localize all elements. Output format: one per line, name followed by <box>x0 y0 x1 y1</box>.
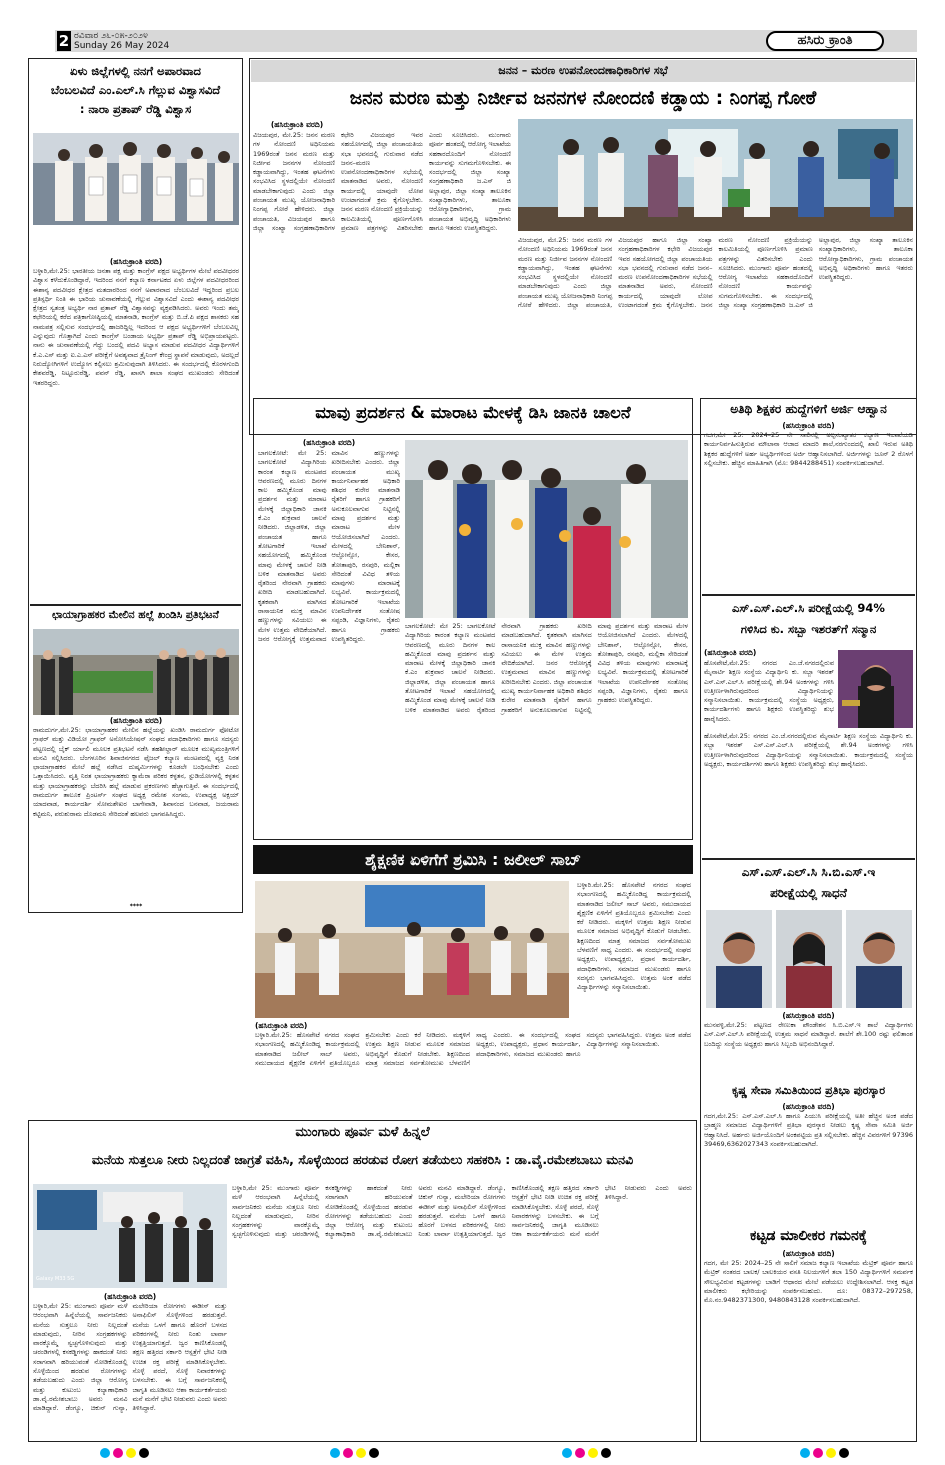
issue-date <box>74 31 169 51</box>
photo-meeting-officials-image <box>518 119 913 231</box>
registration-dot <box>562 1448 572 1458</box>
registration-dot <box>575 1448 585 1458</box>
photo-meeting-officials <box>518 119 913 231</box>
registration-dot <box>588 1448 598 1458</box>
headline-line: ಗಳಿಸಿದ ಕು. ಸಬ್ಬಾ ಇಶರತ್‌ಗೆ ಸನ್ಮಾನ <box>740 622 877 636</box>
article-cbse-headline <box>702 862 915 904</box>
article-sslc-94-credit: (ಹಸಿರುಕ್ರಾಂತಿ ವರದಿ) <box>704 648 757 657</box>
article-mlc-credit: (ಹಸಿರುಕ್ರಾಂತಿ ವರದಿ) <box>109 257 163 266</box>
headline-line: ಎಸ್.ಎಸ್.ಎಲ್.ಸಿ ಸಿ.ಬಿ.ಎಸ್.ಇ <box>741 865 876 879</box>
photo-press-meet <box>33 133 239 225</box>
article-mlc-body: ಬಳ್ಳಾರಿ,ಮೇ.25: ಭಾರತೀಯ ಜನತಾ ಪಕ್ಷ ಮತ್ತು ಕಾಂಗ್ರೆಸ್ ಪಕ್ಷದ ಅಭ್ಯರ್ಥಿಗಳ ಮೇಲೆ ಪದವೀಧರರ ವಿಶ್ವಾಸ ಕಳೆದುಕೊಂಡಿದ್ದಾರೆ, ಇದರಿಂದ ನನಗೆ ಕಲ್ಯಾಣ ಕರ್ನಾಟಕದ ಏಳು ಜಿಲ್ಲೆಗಳ ಪದವೀಧರರಿಂದ ಈಶಾನ್ಯ ಪದವೀಧರ ಕ್ಷೇತ್ರದ ಮತದಾರರಿಂದ ನನಗೆ ಅಪಾರವಾದ ಬೆಂಬಲವಿದೆ ಇದ್ದರಿಂದ ಪ್ರಬಲ ಪ್ರತಿಸ್ಪರ್ಧಿ ನಿಂತಿ ಈ ಭಾರಿಯ ಚುನಾವಣೆಯಲ್ಲಿ ಗೆಲ್ಲುವ ವಿಶ್ವಾಸವಿದೆ ಎಂದು ಈಶಾನ್ಯ ಪದವೀಧರ ಕ್ಷೇತ್ರದ ಸ್ವತಂತ್ರ ಅಭ್ಯರ್ಥಿ ನಾರ ಪ್ರತಾಪ್ ರೆಡ್ಡಿ ವಿಶ್ವಾಸವನ್ನು ವ್ಯಕ್ತಪಡಿಸಿದರು. ಅವರು ಇಂದು ತಮ್ಮ ಕಛೇರಿಯಲ್ಲಿ ಕರೆದ ಪತ್ರಿಕಾಗೋಷ್ಠಿಯಲ್ಲಿ ಮಾತನಾಡಿ, ಕಾಂಗ್ರೆಸ್ ಮತ್ತು ಬಿ.ಜೆ.ಪಿ ಪಕ್ಷದ ಶಾಸಕರು ಸಹ ನಾಮಪತ್ರ ಸಲ್ಲಿಸುವ ಸಂದರ್ಭದಲ್ಲಿ ಹಾಜರಿದ್ದಿಲ್ಲ ಇದರಿಂದ ಆ ಪಕ್ಷದ ಅಭ್ಯರ್ಥಿಗಳಿಗೆ ಬೆಂಬಲವಿಲ್ಲ ಎನ್ನುವುದು ಗೊತ್ತಾಗಿದೆ ಎಂದು ಕಾಂಗ್ರೆಸ್ ಬಂಡಾಯ ಅಭ್ಯರ್ಥಿ ಪ್ರತಾಪ್ ರೆಡ್ಡಿ ಅಭಿಪ್ರಾಯಪಟ್ಟರು. ನಾನು ಈ ಚುನಾವಣೆಯಲ್ಲಿ ಗೆದ್ದು ಬಂದಲ್ಲಿ ಪದವಿ ಅಭ್ಯಾಸ ಮಾಡುವ ಪದವೀಧರ ವಿದ್ಯಾರ್ಥಿಗಳಿಗೆ ಕೆ.ಎ.ಎಸ್ ಮತ್ತು ಐ.ಎ.ಎಸ್ ಪರೀಕ್ಷೆಗೆ ಅವಶ್ಯವಾದ ತ್ರೈನಿಂಗ್ ಕೇಂದ್ರ ಸ್ಥಾಪನೆ ಮಾಡುವುದು, ಅದಲ್ಲದೆ ನಿರುದ್ಯೋಗಿಗಳಿಗೆ ಉದ್ಯೋಗ ಕಲ್ಪಿಸಲು ಶ್ರಮಿಸುವುದಾಗಿ ತಿಳಿಸಿದರು. ಈ ಸಂದರ್ಭದಲ್ಲಿ ಕೊರಳಗುಂದಿ ಕೇಶವರೆಡ್ಡಿ, ನಿಟ್ಟೂರುರೆಡ್ಡಿ, ಪವನ್ ರೆಡ್ಡಿ, ಖಾಸಗಿ ಶಾಲಾ ಸಂಘದ ಮುಖಂಡರು ಸೇರಿದಂತೆ ಇತರರಿದ್ದರು. <box>33 267 239 387</box>
article-health-kicker: ಮುಂಗಾರು ಪೂರ್ವ ಮಳೆ ಹಿನ್ನಲೆ <box>295 1125 430 1140</box>
article-health-credit: (ಹಸಿರುಕ್ರಾಂತಿ ವರದಿ) <box>103 1292 157 1301</box>
registration-dot <box>330 1448 340 1458</box>
article-cbse-credit: (ಹಸಿರುಕ್ರಾಂತಿ ವರದಿ) <box>782 1011 835 1020</box>
registration-dot <box>100 1448 110 1458</box>
article-birth-death-body: ವಿಜಯಪುರ, ಮೇ.25: ಜನನ ಮರಣ ಗಳ ನೋಂದಣಿ ಅಧಿನಿಯಮ 1969ರಂತೆ ಜನನ ಮರಣ ಮತ್ತು ನಿರ್ಜೀವ ಜನನಗಳ ನೋಂದಣಿ ಕಡ್ಡಾಯವಾಗಿದ್ದು, ಇಂತಹ ಘಟನೆಗಳು ಸಂಭವಿಸಿದ ಸ್ಥಳದಲ್ಲಿಯೇ ನೋಂದಣಿ ಮಾಡಬೇಕಾಗುವುದು ಎಂದು ಜಿಲ್ಲಾ ಪಂಚಾಯತ ಮುಖ್ಯ ಯೋಜನಾಧಿಕಾರಿ ನಿಂಗಪ್ಪ ಗೋಠೆ ಹೇಳಿದರು. ಜಿಲ್ಲಾ ಪಂಚಾಯತಿ, ವಿಜಯಪುರ ಹಾಗೂ ಜಿಲ್ಲಾ ಸಂಖ್ಯಾ ಸಂಗ್ರಹಣಾಧಿಕಾರಿಗಳ ಕಛೇರಿ ವಿಜಯಪುರ ಇವರ ಸಹಯೋಗದಲ್ಲಿ ಜಿಲ್ಲಾ ಪಂಚಾಯತಿಯ ಸಭಾ ಭವನದಲ್ಲಿ ಗುರುವಾರ ನಡೆದ ಜನನ–ಮರಣ ಉಪನೋಂದಣಾಧಿಕಾರಿಗಳ ಸಭೆಯಲ್ಲಿ ಮಾತನಾಡಿದ ಅವರು, ನೋಂದಣಿ ಕಾರ್ಯದಲ್ಲಿ ಯಾವುದೇ ಲೋಪ ಉಂಟಾಗದಂತೆ ಕ್ರಮ ಕೈಗೊಳ್ಳಬೇಕು. ಜನನ ಮರಣ ನೋಂದಣಿ ಪ್ರಕ್ರಿಯೆಯನ್ನು ಕಾಲಮಿತಿಯಲ್ಲಿ ಪೂರ್ಣಗೊಳಿಸಿ ಪ್ರಮಾಣ ಪತ್ರಗಳನ್ನು ವಿತರಿಸಬೇಕು ಎಂದು ಸೂಚಿಸಿದರು. ಮುಂಗಾರು ಪೂರ್ವ ಹಂತದಲ್ಲಿ ಆರೋಗ್ಯ ಇಲಾಖೆಯ ಸಹಕಾರದೊಂದಿಗೆ ನೋಂದಣಿ ಕಾರ್ಯವನ್ನು ಸುಗಮಗೊಳಿಸಬೇಕು. ಈ ಸಂದರ್ಭದಲ್ಲಿ ಜಿಲ್ಲಾ ಸಂಖ್ಯಾ ಸಂಗ್ರಹಣಾಧಿಕಾರಿ ಜ.ಎಸ್ ಜಿ ಅಲ್ಲಾಪುರ, ಜಿಲ್ಲಾ ಸಂಖ್ಯಾ ತಾಲೂಕಿನ ಸಂಖ್ಯಾಧಿಕಾರಿಗಳು, ತಾಲೂಕಾ ಆರೋಗ್ಯಾಧಿಕಾರಿಗಳು, ಗ್ರಾಮ ಪಂಚಾಯತ ಅಭಿವೃದ್ಧಿ ಅಧಿಕಾರಿಗಳು ಹಾಗೂ ಇತರರು ಉಪಸ್ಥಿತರಿದ್ದರು. <box>518 236 913 310</box>
article-krishna-credit: (ಹಸಿರುಕ್ರಾಂತಿ ವರದಿ) <box>782 1102 835 1111</box>
registration-marks-right <box>800 1448 849 1458</box>
registration-dot <box>601 1448 611 1458</box>
photo-press-meet-image <box>33 133 239 225</box>
registration-marks-center-left <box>330 1448 379 1458</box>
article-education-credit: (ಹಸಿರುಕ್ರಾಂತಿ ವರದಿ) <box>255 1021 308 1030</box>
divider <box>30 604 241 606</box>
article-health-headline: ಮನೆಯ ಸುತ್ತಲೂ ನೀರು ನಿಲ್ಲದಂತೆ ಜಾಗ್ರತೆ ವಹಿಸಿ, ಸೊಳ್ಳೆಯಿಂದ ಹರಡುವ ರೋಗ ತಡೆಯಲು ಸಹಕರಿಸಿ : ಡಾ.ವೈ.ರಮೇಶಬಾಬು ಮನವಿ <box>91 1152 634 1167</box>
headline-line: ಏಳು ಜಿಲ್ಲೆಗಳಲ್ಲಿ ನನಗೆ ಅಪಾರವಾದ <box>70 64 201 78</box>
registration-dot <box>826 1448 836 1458</box>
article-guest-teacher-credit: (ಹಸಿರುಕ್ರಾಂತಿ ವರದಿ) <box>782 421 835 430</box>
article-education-body: ಬಳ್ಳಾರಿ.ಮೇ.25: ಹೊಸಪೇಟೆ ನಗರದ ಸಂಘದ ಸಭಾಂಗಣದಲ್ಲಿ ಹಮ್ಮಿಕೊಂಡಿದ್ದ ಕಾರ್ಯಕ್ರಮದಲ್ಲಿ ಮಾತನಾಡಿದ ಜಲೀಲ್ ಸಾಬ್ ಅವರು, ಸಮುದಾಯದ ಶೈಕ್ಷಣಿಕ ಏಳಿಗೆಗೆ ಪ್ರತಿಯೊಬ್ಬರೂ ಶ್ರಮಿಸಬೇಕು ಎಂದು ಕರೆ ನೀಡಿದರು. ಮಕ್ಕಳಿಗೆ ಉತ್ತಮ ಶಿಕ್ಷಣ ನೀಡುವ ಮೂಲಕ ಸಮಾಜದ ಅಭಿವೃದ್ಧಿಗೆ ಕೊಡುಗೆ ನೀಡಬೇಕು. ಶಿಕ್ಷಣದಿಂದ ಮಾತ್ರ ಸಮಾಜದ ಸರ್ವತೋಮುಖ ಬೆಳವಣಿಗೆ ಸಾಧ್ಯ ಎಂದರು. ಈ ಸಂದರ್ಭದಲ್ಲಿ ಸಂಘದ ಅಧ್ಯಕ್ಷರು, ಉಪಾಧ್ಯಕ್ಷರು, ಪ್ರಧಾನ ಕಾರ್ಯದರ್ಶಿ, ಪದಾಧಿಕಾರಿಗಳು, ಸಮಾಜದ ಮುಖಂಡರು ಹಾಗೂ ಸದಸ್ಯರು ಭಾಗವಹಿಸಿದ್ದರು. ಉತ್ತಮ ಅಂಕ ಪಡೆದ ವಿದ್ಯಾರ್ಥಿಗಳನ್ನು ಸನ್ಮಾನಿಸಲಾಯಿತು. <box>255 1031 691 1067</box>
article-health-body-left: ಬಳ್ಳಾರಿ,ಮೇ 25: ಮುಂಗಾರು ಪೂರ್ವ ಮಳೆ ಆರಂಭವಾಗಿ ಹಿನ್ನೆಲೆಯಲ್ಲಿ ಸಾರ್ವಜನಿಕರು ಮನೆಯ ಸುತ್ತಲೂ ನೀರು ನಿಲ್ಲದಂತೆ ಮಾಡುವುದು, ನೀರಿನ ಸಂಗ್ರಹಕಗಳನ್ನು ವಾರಕ್ಕೊಮ್ಮೆ ಸ್ವಚ್ಛಗೊಳಿಸುವುದು ಮತ್ತು ಚರಂಡಿಗಳಲ್ಲಿ ಕಸಕಡ್ಡಿಗಳನ್ನು ಹಾಕದಂತೆ ನೀರು ಸರಾಗವಾಗಿ ಹರಿಯುವಂತೆ ನೋಡಿಕೊಂಡಲ್ಲಿ ಸೊಳ್ಳೆಯಿಂದ ಹರಡುವ ರೋಗಗಳನ್ನು ತಡೆಯಬಹುದು ಎಂದು ಜಿಲ್ಲಾ ಆರೋಗ್ಯ ಮತ್ತು ಕುಟುಂಬ ಕಲ್ಯಾಣಾಧಿಕಾರಿ ಡಾ.ವೈ.ರಮೇಶಬಾಬು ಅವರು ಮನವಿ ಮಾಡಿದ್ದಾರೆ. ಡೆಂಗ್ಯೂ, ಚಿಕುನ್ ಗುನ್ಯಾ, ಮಲೇರಿಯಾ ರೋಗಗಳು ಈಡೀಸ್ ಮತ್ತು ಅನಾಫಿಲಿಸ್ ಸೊಳ್ಳೆಗಳಿಂದ ಹರಡುತ್ತವೆ. ಮನೆಯ ಒಳಗೆ ಹಾಗೂ ಹೊರಗೆ ಬಳಸದ ಪರಿಕರಗಳಲ್ಲಿ ನೀರು ನಿಂತು ಲಾರ್ವಾ ಉತ್ಪತ್ತಿಯಾಗುತ್ತದೆ. ಜ್ವರ ಕಾಣಿಸಿಕೊಂಡಲ್ಲಿ ತಕ್ಷಣ ಹತ್ತಿರದ ಸರ್ಕಾರಿ ಆಸ್ಪತ್ರೆಗೆ ಭೇಟಿ ನೀಡಿ ಉಚಿತ ರಕ್ತ ಪರೀಕ್ಷೆ ಮಾಡಿಸಿಕೊಳ್ಳಬೇಕು. ಸೊಳ್ಳೆ ಪರದೆ, ಸೊಳ್ಳೆ ನಿವಾರಕಗಳನ್ನು ಬಳಸಬೇಕು. ಈ ಬಗ್ಗೆ ಸಾರ್ವಜನಿಕರಲ್ಲಿ ಜಾಗೃತಿ ಮೂಡಿಸಲು ಆಶಾ ಕಾರ್ಯಕರ್ತೆಯರು ಮನೆ ಮನೆಗೆ ಭೇಟಿ ನೀಡುವರು ಎಂದು ಅವರು ತಿಳಿಸಿದ್ದಾರೆ. <box>33 1302 227 1413</box>
article-mango-credit: (ಹಸಿರುಕ್ರಾಂತಿ ವರದಿ) <box>302 438 356 447</box>
article-building-owners-headline: ಕಟ್ಟಡ ಮಾಲೀಕರ ಗಮನಕ್ಕೆ <box>750 1228 867 1244</box>
article-krishna-headline: ಕೃಷ್ಣ ಸೇವಾ ಸಮಿತಿಯಿಂದ ಪ್ರತಿಭಾ ಪುರಸ್ಕಾರ <box>731 1084 886 1097</box>
registration-dot <box>139 1448 149 1458</box>
article-end-mark: **** <box>129 903 143 910</box>
article-sslc-94-headline <box>702 598 915 640</box>
issue-date-english: Sunday 26 May 2024 <box>74 41 170 51</box>
page-number: 2 <box>58 32 70 50</box>
photo-student-girl <box>838 650 913 728</box>
divider <box>702 594 915 596</box>
article-birth-death-headline: ಜನನ ಮರಣ ಮತ್ತು ನಿರ್ಜೀವ ಜನನಗಳ ನೋಂದಣಿ ಕಡ್ಡಾಯ : ನಿಂಗಪ್ಪ ಗೋಠೆ <box>349 88 817 109</box>
registration-dot <box>356 1448 366 1458</box>
article-mlc-headline <box>31 62 240 119</box>
article-education-body-right: ಬಳ್ಳಾರಿ.ಮೇ.25: ಹೊಸಪೇಟೆ ನಗರದ ಸಂಘದ ಸಭಾಂಗಣದಲ್ಲಿ ಹಮ್ಮಿಕೊಂಡಿದ್ದ ಕಾರ್ಯಕ್ರಮದಲ್ಲಿ ಮಾತನಾಡಿದ ಜಲೀಲ್ ಸಾಬ್ ಅವರು, ಸಮುದಾಯದ ಶೈಕ್ಷಣಿಕ ಏಳಿಗೆಗೆ ಪ್ರತಿಯೊಬ್ಬರೂ ಶ್ರಮಿಸಬೇಕು ಎಂದು ಕರೆ ನೀಡಿದರು. ಮಕ್ಕಳಿಗೆ ಉತ್ತಮ ಶಿಕ್ಷಣ ನೀಡುವ ಮೂಲಕ ಸಮಾಜದ ಅಭಿವೃದ್ಧಿಗೆ ಕೊಡುಗೆ ನೀಡಬೇಕು. ಶಿಕ್ಷಣದಿಂದ ಮಾತ್ರ ಸಮಾಜದ ಸರ್ವತೋಮುಖ ಬೆಳವಣಿಗೆ ಸಾಧ್ಯ ಎಂದರು. ಈ ಸಂದರ್ಭದಲ್ಲಿ ಸಂಘದ ಅಧ್ಯಕ್ಷರು, ಉಪಾಧ್ಯಕ್ಷರು, ಪ್ರಧಾನ ಕಾರ್ಯದರ್ಶಿ, ಪದಾಧಿಕಾರಿಗಳು, ಸಮಾಜದ ಮುಖಂಡರು ಹಾಗೂ ಸದಸ್ಯರು ಭಾಗವಹಿಸಿದ್ದರು. ಉತ್ತಮ ಅಂಕ ಪಡೆದ ವಿದ್ಯಾರ್ಥಿಗಳನ್ನು ಸನ್ಮಾನಿಸಲಾಯಿತು. <box>577 881 691 992</box>
article-krishna-body: ಗದಗ,ಮೇ.25: ಎಸ್.ಎಸ್.ಎಲ್.ಸಿ ಹಾಗೂ ಪಿಯುಸಿ ಪರೀಕ್ಷೆಯಲ್ಲಿ ಅತೀ ಹೆಚ್ಚಿನ ಅಂಕ ಪಡೆದ ಬ್ರಾಹ್ಮಣ ಸಮಾಜದ ವಿದ್ಯಾರ್ಥಿಗಳಿಗೆ ಪ್ರತಿಭಾ ಪುರಸ್ಕಾರ ನೀಡಲು ಕೃಷ್ಣ ಸೇವಾ ಸಮಿತಿ ಅರ್ಜಿ ಆಹ್ವಾನಿಸಿದೆ. ಅರ್ಹರು ಅರ್ಜಿಯೊಂದಿಗೆ ಅಂಕಪಟ್ಟಿಯ ಪ್ರತಿ ಸಲ್ಲಿಸಬೇಕು. ಹೆಚ್ಚಿನ ವಿವರಗಳಿಗೆ 97396 39469,6362027343 ಸಂಪರ್ಕಿಸಬಹುದಾಗಿದೆ. <box>704 1112 913 1148</box>
article-mango-body-left: ಬಾಗಲಕೋಟೆ: ಮೇ 25: ಬಾಗಲಕೋಟೆ ವಿದ್ಯಾಗಿರಿಯ ಕಾರಂತ ಕಲ್ಯಾಣ ಮಂಟಪದ ಆವರಣದಲ್ಲಿ ಮೂರು ದಿನಗಳ ಕಾಲ ಹಮ್ಮಿಕೊಂಡ ಮಾವು ಪ್ರದರ್ಶನ ಮತ್ತು ಮಾರಾಟ ಮೇಳಕ್ಕೆ ಜಿಲ್ಲಾಧಿಕಾರಿ ಜಾನಕಿ ಕೆ.ಎಂ ಶುಕ್ರವಾರ ಚಾಲನೆ ನೀಡಿದರು. ಜಿಲ್ಲಾಡಳಿತ, ಜಿಲ್ಲಾ ಪಂಚಾಯತ ಹಾಗೂ ತೋಟಗಾರಿಕೆ ಇಲಾಖೆ ಸಹಯೋಗದಲ್ಲಿ ಹಮ್ಮಿಕೊಂಡ ಮಾವು ಮೇಳಕ್ಕೆ ಚಾಲನೆ ನೀಡಿ ಬಳಿಕ ಮಾತನಾಡಿದ ಅವರು ರೈತರಿಂದ ನೇರವಾಗಿ ಗ್ರಾಹಕರು ಖರೀದಿ ಮಾಡಬಹುದಾಗಿದೆ. ಕೃತಕವಾಗಿ ಮಾಗಿಸದ ರಾಸಾಯನಿಕ ಮುಕ್ತ ಮಾವಿನ ಹಣ್ಣುಗಳನ್ನು ಸವಿಯಲು ಈ ಮೇಳ ಉತ್ತಮ ವೇದಿಕೆಯಾಗಿದೆ. ಜನರ ಆರೋಗ್ಯಕ್ಕೆ ಉತ್ತಮವಾದ ಮಾವಿನ ಹಣ್ಣುಗಳನ್ನು ಖರೀದಿಸಬೇಕು ಎಂದರು. ಜಿಲ್ಲಾ ಪಂಚಾಯತ ಮುಖ್ಯ ಕಾರ್ಯನಿರ್ವಾಹಕ ಅಧಿಕಾರಿ ಶಶಿಧರ ಕುರೇರ ಮಾತನಾಡಿ ರೈತರಿಗೆ ಹಾಗೂ ಗ್ರಾಹಕರಿಗೆ ಅನುಕೂಲವಾಗುವ ನಿಟ್ಟಿನಲ್ಲಿ ಮಾವು ಪ್ರದರ್ಶನ ಮತ್ತು ಮಾರಾಟ ಮೇಳ ಆಯೋಜಿಸಲಾಗಿದೆ ಎಂದರು. ಮೇಳದಲ್ಲಿ ಬೇನಿಶಾನ್, ಆಲ್ಫೋನ್ಸೋ, ಕೇಸರ, ತೋತಾಪುರಿ, ರಸಪುರಿ, ಮಲ್ಲಿಕಾ ಸೇರಿದಂತೆ ವಿವಿಧ ತಳಿಯ ಮಾವುಗಳು ಮಾರಾಟಕ್ಕೆ ಲಭ್ಯವಿವೆ. ಕಾರ್ಯಕ್ರಮದಲ್ಲಿ ತೋಟಗಾರಿಕೆ ಇಲಾಖೆಯ ಉಪನಿರ್ದೇಶಕ ಸಂತೋಷ ಸಪ್ಪಂಡಿ, ವಿಜ್ಞಾನಿಗಳು, ರೈತರು ಹಾಗೂ ಗ್ರಾಹಕರು ಉಪಸ್ಥಿತರಿದ್ದರು. <box>258 449 400 643</box>
headline-line: ಬೆಂಬಲವಿದೆ ಎಂ.ಎಲ್.ಸಿ ಗೆಲ್ಲುವ ವಿಶ್ವಾಸವಿದೆ <box>50 83 221 97</box>
registration-dot <box>800 1448 810 1458</box>
photo-health-meeting-image <box>33 1184 227 1288</box>
registration-marks-left <box>100 1448 149 1458</box>
article-birth-death-body-top: ವಿಜಯಪುರ, ಮೇ.25: ಜನನ ಮರಣ ಗಳ ನೋಂದಣಿ ಅಧಿನಿಯಮ 1969ರಂತೆ ಜನನ ಮರಣ ಮತ್ತು ನಿರ್ಜೀವ ಜನನಗಳ ನೋಂದಣಿ ಕಡ್ಡಾಯವಾಗಿದ್ದು, ಇಂತಹ ಘಟನೆಗಳು ಸಂಭವಿಸಿದ ಸ್ಥಳದಲ್ಲಿಯೇ ನೋಂದಣಿ ಮಾಡಬೇಕಾಗುವುದು ಎಂದು ಜಿಲ್ಲಾ ಪಂಚಾಯತ ಮುಖ್ಯ ಯೋಜನಾಧಿಕಾರಿ ನಿಂಗಪ್ಪ ಗೋಠೆ ಹೇಳಿದರು. ಜಿಲ್ಲಾ ಪಂಚಾಯತಿ, ವಿಜಯಪುರ ಹಾಗೂ ಜಿಲ್ಲಾ ಸಂಖ್ಯಾ ಸಂಗ್ರಹಣಾಧಿಕಾರಿಗಳ ಕಛೇರಿ ವಿಜಯಪುರ ಇವರ ಸಹಯೋಗದಲ್ಲಿ ಜಿಲ್ಲಾ ಪಂಚಾಯತಿಯ ಸಭಾ ಭವನದಲ್ಲಿ ಗುರುವಾರ ನಡೆದ ಜನನ–ಮರಣ ಉಪನೋಂದಣಾಧಿಕಾರಿಗಳ ಸಭೆಯಲ್ಲಿ ಮಾತನಾಡಿದ ಅವರು, ನೋಂದಣಿ ಕಾರ್ಯದಲ್ಲಿ ಯಾವುದೇ ಲೋಪ ಉಂಟಾಗದಂತೆ ಕ್ರಮ ಕೈಗೊಳ್ಳಬೇಕು. ಜನನ ಮರಣ ನೋಂದಣಿ ಪ್ರಕ್ರಿಯೆಯನ್ನು ಕಾಲಮಿತಿಯಲ್ಲಿ ಪೂರ್ಣಗೊಳಿಸಿ ಪ್ರಮಾಣ ಪತ್ರಗಳನ್ನು ವಿತರಿಸಬೇಕು ಎಂದು ಸೂಚಿಸಿದರು. ಮುಂಗಾರು ಪೂರ್ವ ಹಂತದಲ್ಲಿ ಆರೋಗ್ಯ ಇಲಾಖೆಯ ಸಹಕಾರದೊಂದಿಗೆ ನೋಂದಣಿ ಕಾರ್ಯವನ್ನು ಸುಗಮಗೊಳಿಸಬೇಕು. ಈ ಸಂದರ್ಭದಲ್ಲಿ ಜಿಲ್ಲಾ ಸಂಖ್ಯಾ ಸಂಗ್ರಹಣಾಧಿಕಾರಿ ಜ.ಎಸ್ ಜಿ ಅಲ್ಲಾಪುರ, ಜಿಲ್ಲಾ ಸಂಖ್ಯಾ ತಾಲೂಕಿನ ಸಂಖ್ಯಾಧಿಕಾರಿಗಳು, ತಾಲೂಕಾ ಆರೋಗ್ಯಾಧಿಕಾರಿಗಳು, ಗ್ರಾಮ ಪಂಚಾಯತ ಅಭಿವೃದ್ಧಿ ಅಧಿಕಾರಿಗಳು ಹಾಗೂ ಇತರರು ಉಪಸ್ಥಿತರಿದ್ದರು. <box>253 131 511 232</box>
article-photographers-credit: (ಹಸಿರುಕ್ರಾಂತಿ ವರದಿ) <box>109 716 163 725</box>
article-building-owners-credit: (ಹಸಿರುಕ್ರಾಂತಿ ವರದಿ) <box>782 1249 835 1258</box>
masthead: ಹಸಿರು ಕ್ರಾಂತಿ <box>766 31 884 51</box>
photo-health-meeting <box>33 1184 227 1288</box>
article-birth-death-credit: (ಹಸಿರುಕ್ರಾಂತಿ ವರದಿ) <box>270 120 324 129</box>
article-health-body: ಬಳ್ಳಾರಿ,ಮೇ 25: ಮುಂಗಾರು ಪೂರ್ವ ಮಳೆ ಆರಂಭವಾಗಿ ಹಿನ್ನೆಲೆಯಲ್ಲಿ ಸಾರ್ವಜನಿಕರು ಮನೆಯ ಸುತ್ತಲೂ ನೀರು ನಿಲ್ಲದಂತೆ ಮಾಡುವುದು, ನೀರಿನ ಸಂಗ್ರಹಕಗಳನ್ನು ವಾರಕ್ಕೊಮ್ಮೆ ಸ್ವಚ್ಛಗೊಳಿಸುವುದು ಮತ್ತು ಚರಂಡಿಗಳಲ್ಲಿ ಕಸಕಡ್ಡಿಗಳನ್ನು ಹಾಕದಂತೆ ನೀರು ಸರಾಗವಾಗಿ ಹರಿಯುವಂತೆ ನೋಡಿಕೊಂಡಲ್ಲಿ ಸೊಳ್ಳೆಯಿಂದ ಹರಡುವ ರೋಗಗಳನ್ನು ತಡೆಯಬಹುದು ಎಂದು ಜಿಲ್ಲಾ ಆರೋಗ್ಯ ಮತ್ತು ಕುಟುಂಬ ಕಲ್ಯಾಣಾಧಿಕಾರಿ ಡಾ.ವೈ.ರಮೇಶಬಾಬು ಅವರು ಮನವಿ ಮಾಡಿದ್ದಾರೆ. ಡೆಂಗ್ಯೂ, ಚಿಕುನ್ ಗುನ್ಯಾ, ಮಲೇರಿಯಾ ರೋಗಗಳು ಈಡೀಸ್ ಮತ್ತು ಅನಾಫಿಲಿಸ್ ಸೊಳ್ಳೆಗಳಿಂದ ಹರಡುತ್ತವೆ. ಮನೆಯ ಒಳಗೆ ಹಾಗೂ ಹೊರಗೆ ಬಳಸದ ಪರಿಕರಗಳಲ್ಲಿ ನೀರು ನಿಂತು ಲಾರ್ವಾ ಉತ್ಪತ್ತಿಯಾಗುತ್ತದೆ. ಜ್ವರ ಕಾಣಿಸಿಕೊಂಡಲ್ಲಿ ತಕ್ಷಣ ಹತ್ತಿರದ ಸರ್ಕಾರಿ ಆಸ್ಪತ್ರೆಗೆ ಭೇಟಿ ನೀಡಿ ಉಚಿತ ರಕ್ತ ಪರೀಕ್ಷೆ ಮಾಡಿಸಿಕೊಳ್ಳಬೇಕು. ಸೊಳ್ಳೆ ಪರದೆ, ಸೊಳ್ಳೆ ನಿವಾರಕಗಳನ್ನು ಬಳಸಬೇಕು. ಈ ಬಗ್ಗೆ ಸಾರ್ವಜನಿಕರಲ್ಲಿ ಜಾಗೃತಿ ಮೂಡಿಸಲು ಆಶಾ ಕಾರ್ಯಕರ್ತೆಯರು ಮನೆ ಮನೆಗೆ ಭೇಟಿ ನೀಡುವರು ಎಂದು ಅವರು ತಿಳಿಸಿದ್ದಾರೆ. <box>232 1184 692 1239</box>
divider <box>702 858 915 860</box>
photo-education-event-image <box>255 881 569 1018</box>
article-photographers-body: ರಾಮದುರ್ಗ,ಮೇ.25: ಛಾಯಾಗ್ರಾಹಕರ ಮೇಲಿನ ಹಲ್ಲೆಯನ್ನು ಖಂಡಿಸಿ ರಾಮದುರ್ಗ ಫೋಟೋ ಗ್ರಾಫರ್ ಮತ್ತು ವಿಡಿಯೋ ಗ್ರಾಫರ್ ಅಸೋಸಿಯೇಷನ್ ಸಂಘದ ಪದಾಧಿಕಾರಿಗಳು ಹಾಗೂ ಸದಸ್ಯರು ಪಟ್ಟಣದಲ್ಲಿ ಬೈಕ್ ರ್ಯಾಲಿ ಮೂಲಕ ಪ್ರತಿಭಟನೆ ನಡೆಸಿ ತಹಶೀಲ್ದಾರ್ ಮೂಲಕ ಮುಖ್ಯಮಂತ್ರಿಗಳಿಗೆ ಮನವಿ ಸಲ್ಲಿಸಿದರು. ಬೆಂಗಳೂರಿನ ಶಿವಾಜಿನಗರದ ಫೈಜಲ್ ಕಲ್ಯಾಣ ಮಂಟಪದಲ್ಲಿ ವ್ಯಕ್ತಿ ನಿರತ ಛಾಯಾಗ್ರಾಹಕರ ಮೇಲೆ ಹಲ್ಲೆ ನಡೆಸಿದ ದುಷ್ಕರ್ಮಿಗಳನ್ನು ಕೂಡಲೇ ಬಂಧಿಸಬೇಕು ಎಂದು ಒತ್ತಾಯಿಸಿದರು. ವೃತ್ತಿ ನಿರತ ಛಾಯಾಗ್ರಾಹಕರು ಕ್ಯಾಮೆರಾ ಪರಿಕರ ಕಳ್ಳತನ, ಸ್ಟುಡಿಯೋಗಳಲ್ಲಿ ಕಳ್ಳತನ ಮತ್ತು ಛಾಯಾಗ್ರಾಹಕರನ್ನು ಬೆದರಿಸಿ ಹಲ್ಲೆ ಮಾಡುವ ಪ್ರಕರಣಗಳು ಹೆಚ್ಚಾಗುತ್ತಿವೆ. ಈ ಸಂದರ್ಭದಲ್ಲಿ ರಾಮದುರ್ಗ ತಾಲೂಕ ಪ್ರಿಂಟರ್ಸ್ ಸಂಘದ ಅಧ್ಯಕ್ಷ ರಮೇಶ ಸಂಗಮ, ಉಪಾಧ್ಯಕ್ಷ ಅಕ್ಷಯ್ ಯಾದವಾಡ, ಕಾರ್ಯದರ್ಶಿ ಸೋಮಶೇಖರ ಬಾಗೇವಾಡಿ, ಶಿವಾನಂದ ಬನವಾಡ, ಜಯರಾಮ ಕಟ್ಟಿಮನಿ, ಪರುಶುರಾಮ ದೊಡಮನಿ ಸೇರಿದಂತೆ ಹಲವರು ಭಾಗವಹಿಸಿದ್ದರು. <box>33 726 239 818</box>
article-guest-teacher-body: ಗದಗ,ಮೇ 25: 2024–25 ನೇ ಸಾಲಿನಲ್ಲಿ ಅಲ್ಪಸಂಖ್ಯಾತರ ಕಲ್ಯಾಣ ಇಲಾಖೆಯಡಿ ಕಾರ್ಯನಿರ್ವಹಿಸುತ್ತಿರುವ ಮೌಲಾನಾ ಆಜಾದ ಮಾದರಿ ಶಾಲೆ,ನರಗುಂದದಲ್ಲಿ ಖಾಲಿ ಇರುವ ಅತಿಥಿ ಶಿಕ್ಷಕರ ಹುದ್ದೆಗಳಿಗೆ ಅರ್ಹ ಅಭ್ಯರ್ಥಿಗಳಿಂದ ಅರ್ಜಿ ಆಹ್ವಾನಿಸಲಾಗಿದೆ. ಅರ್ಜಿಗಳನ್ನು ಜೂನ್ 2 ರೊಳಗೆ ಸಲ್ಲಿಸಬೇಕು. ಹೆಚ್ಚಿನ ಮಾಹಿತಿಗಾಗಿ (ಮೊ: 9844288451) ಸಂಪರ್ಕಿಸಬಹುದಾಗಿದೆ. <box>704 431 913 467</box>
issue-date-kannada: ರವಿವಾರ ೨೬-೦೫-೨೦೨೪ <box>74 31 148 41</box>
registration-dot <box>126 1448 136 1458</box>
article-photographers-headline: ಛಾಯಾಗ್ರಾಹಕರ ಮೇಲಿನ ಹಲ್ಲೆ ಖಂಡಿಸಿ ಪ್ರತಿಭಟನೆ <box>52 609 219 621</box>
article-cbse-body: ಮುನವಳ್ಳಿ,ಮೇ.25: ಪಟ್ಟಣದ ರೇಣುಕಾ ಪೌಂಡೇಶನ ಸಿ.ಬಿ.ಎಸ್.ಇ ಶಾಲೆ ವಿದ್ಯಾರ್ಥಿಗಳು ಎಸ್.ಎಸ್.ಎಲ್.ಸಿ ಪರೀಕ್ಷೆಯಲ್ಲಿ ಉತ್ತಮ ಸಾಧನೆ ಮಾಡಿದ್ದಾರೆ. ಶಾಲೆಗೆ ಶೇ.100 ರಷ್ಟು ಫಲಿತಾಂಶ ಬಂದಿದ್ದು ಸಂಸ್ಥೆಯ ಅಧ್ಯಕ್ಷರು ಹಾಗೂ ಸಿಬ್ಬಂದಿ ಅಭಿನಂದಿಸಿದ್ದಾರೆ. <box>704 1021 913 1048</box>
article-mango-headline: ಮಾವು ಪ್ರದರ್ಶನ & ಮಾರಾಟ ಮೇಳಕ್ಕೆ ಡಿಸಿ ಜಾನಕಿ ಚಾಲನೆ <box>315 403 631 422</box>
photo-mango-fair <box>405 440 688 618</box>
registration-marks-center-right <box>562 1448 611 1458</box>
article-sslc-94-body-left: ಹೊಸಪೇಟೆ,ಮೇ.25: ನಗರದ ಎಂ.ಜೆ.ನಗರದಲ್ಲಿರುವ ಮೈನಾರ್ಟಿ ಶಿಕ್ಷಣ ಸಂಸ್ಥೆಯ ವಿದ್ಯಾರ್ಥಿನಿ ಕು. ಸಬ್ಬಾ ಇಶರತ್ ಎಸ್.ಎಸ್.ಎಲ್.ಸಿ ಪರೀಕ್ಷೆಯಲ್ಲಿ ಶೇ.94 ಅಂಕಗಳನ್ನು ಗಳಿಸಿ ಉತ್ತೀರ್ಣಳಾಗಿರುವುದರಿಂದ ವಿದ್ಯಾರ್ಥಿನಿಯನ್ನು ಸನ್ಮಾನಿಸಲಾಯಿತು. ಕಾರ್ಯಕ್ರಮದಲ್ಲಿ ಸಂಸ್ಥೆಯ ಅಧ್ಯಕ್ಷರು, ಕಾರ್ಯದರ್ಶಿಗಳು ಹಾಗೂ ಶಿಕ್ಷಕರು ಉಪಸ್ಥಿತರಿದ್ದು ಶುಭ ಹಾರೈಸಿದರು. <box>704 659 834 723</box>
headline-line: : ನಾರಾ ಪ್ರತಾಪ್ ರೆಡ್ಡಿ ವಿಶ್ವಾಸ <box>79 102 192 116</box>
registration-dot <box>113 1448 123 1458</box>
photo-cbse-students <box>706 910 912 1008</box>
article-birth-death-kicker: ಜನನ – ಮರಣ ಉಪನೋಂದಣಾಧಿಕಾರಿಗಳ ಸಭೆ <box>498 64 668 77</box>
article-guest-teacher-headline: ಅತಿಥಿ ಶಿಕ್ಷಕರ ಹುದ್ದೆಗಳಿಗೆ ಅರ್ಜಿ ಆಹ್ವಾನ <box>730 402 887 416</box>
registration-dot <box>369 1448 379 1458</box>
registration-dot <box>813 1448 823 1458</box>
photo-protest <box>33 629 239 715</box>
photo-cbse-students-image <box>706 910 912 1008</box>
registration-dot <box>839 1448 849 1458</box>
photo-watermark: Galaxy M33 5G <box>36 1276 75 1282</box>
photo-mango-fair-image <box>405 440 688 618</box>
headline-line: ಪರೀಕ್ಷೆಯಲ್ಲಿ ಸಾಧನೆ <box>770 886 847 900</box>
registration-dot <box>343 1448 353 1458</box>
article-education-headline: ಶೈಕ್ಷಣಿಕ ಏಳಿಗೆಗೆ ಶ್ರಮಿಸಿ : ಜಲೀಲ್ ಸಾಬ್ <box>253 845 693 874</box>
photo-student-girl-image <box>838 650 913 728</box>
headline-line: ಎಸ್.ಎಸ್.ಎಲ್.ಸಿ ಪರೀಕ್ಷೆಯಲ್ಲಿ 94% <box>732 601 885 615</box>
photo-protest-image <box>33 629 239 715</box>
article-sslc-94-body: ಹೊಸಪೇಟೆ,ಮೇ.25: ನಗರದ ಎಂ.ಜೆ.ನಗರದಲ್ಲಿರುವ ಮೈನಾರ್ಟಿ ಶಿಕ್ಷಣ ಸಂಸ್ಥೆಯ ವಿದ್ಯಾರ್ಥಿನಿ ಕು. ಸಬ್ಬಾ ಇಶರತ್ ಎಸ್.ಎಸ್.ಎಲ್.ಸಿ ಪರೀಕ್ಷೆಯಲ್ಲಿ ಶೇ.94 ಅಂಕಗಳನ್ನು ಗಳಿಸಿ ಉತ್ತೀರ್ಣಳಾಗಿರುವುದರಿಂದ ವಿದ್ಯಾರ್ಥಿನಿಯನ್ನು ಸನ್ಮಾನಿಸಲಾಯಿತು. ಕಾರ್ಯಕ್ರಮದಲ್ಲಿ ಸಂಸ್ಥೆಯ ಅಧ್ಯಕ್ಷರು, ಕಾರ್ಯದರ್ಶಿಗಳು ಹಾಗೂ ಶಿಕ್ಷಕರು ಉಪಸ್ಥಿತರಿದ್ದು ಶುಭ ಹಾರೈಸಿದರು. <box>704 732 913 768</box>
article-building-owners-body: ಗದಗ, ಮೇ 25: 2024–25 ನೇ ಸಾಲಿಗೆ ಸಮಾಜ ಕಲ್ಯಾಣ ಇಲಾಖೆಯ ಮೆಟ್ರಿಕ್ ಪೂರ್ವ ಹಾಗೂ ಮೆಟ್ರಿಕ್ ನಂತರದ ಬಾಲಕ/ ಬಾಲಕಿಯರ ವಸತಿ ನಿಲಯಗಳಿಗೆ ತಲಾ 150 ವಿದ್ಯಾರ್ಥಿಗಳಿಗೆ ಸಮರ್ಪಕ ಸೌಲಭ್ಯವಿರುವ ಕಟ್ಟಡಗಳನ್ನು ಬಾಡಿಗೆ ಆಧಾರದ ಮೇಲೆ ಪಡೆಯಲು ಉದ್ದೇಶಿಸಲಾಗಿದೆ. ಆಸಕ್ತ ಕಟ್ಟಡ ಮಾಲೀಕರು ಕಛೇರಿಯನ್ನು ಸಂಪರ್ಕಿಸಬಹುದು. ದೂ: 08372–297258, ಮೊ.ನಂ.9482371300, 9480843128 ಸಂಪರ್ಕಿಸಬಹುದಾಗಿದೆ. <box>704 1259 913 1305</box>
article-mango-body: ಬಾಗಲಕೋಟೆ: ಮೇ 25: ಬಾಗಲಕೋಟೆ ವಿದ್ಯಾಗಿರಿಯ ಕಾರಂತ ಕಲ್ಯಾಣ ಮಂಟಪದ ಆವರಣದಲ್ಲಿ ಮೂರು ದಿನಗಳ ಕಾಲ ಹಮ್ಮಿಕೊಂಡ ಮಾವು ಪ್ರದರ್ಶನ ಮತ್ತು ಮಾರಾಟ ಮೇಳಕ್ಕೆ ಜಿಲ್ಲಾಧಿಕಾರಿ ಜಾನಕಿ ಕೆ.ಎಂ ಶುಕ್ರವಾರ ಚಾಲನೆ ನೀಡಿದರು. ಜಿಲ್ಲಾಡಳಿತ, ಜಿಲ್ಲಾ ಪಂಚಾಯತ ಹಾಗೂ ತೋಟಗಾರಿಕೆ ಇಲಾಖೆ ಸಹಯೋಗದಲ್ಲಿ ಹಮ್ಮಿಕೊಂಡ ಮಾವು ಮೇಳಕ್ಕೆ ಚಾಲನೆ ನೀಡಿ ಬಳಿಕ ಮಾತನಾಡಿದ ಅವರು ರೈತರಿಂದ ನೇರವಾಗಿ ಗ್ರಾಹಕರು ಖರೀದಿ ಮಾಡಬಹುದಾಗಿದೆ. ಕೃತಕವಾಗಿ ಮಾಗಿಸದ ರಾಸಾಯನಿಕ ಮುಕ್ತ ಮಾವಿನ ಹಣ್ಣುಗಳನ್ನು ಸವಿಯಲು ಈ ಮೇಳ ಉತ್ತಮ ವೇದಿಕೆಯಾಗಿದೆ. ಜನರ ಆರೋಗ್ಯಕ್ಕೆ ಉತ್ತಮವಾದ ಮಾವಿನ ಹಣ್ಣುಗಳನ್ನು ಖರೀದಿಸಬೇಕು ಎಂದರು. ಜಿಲ್ಲಾ ಪಂಚಾಯತ ಮುಖ್ಯ ಕಾರ್ಯನಿರ್ವಾಹಕ ಅಧಿಕಾರಿ ಶಶಿಧರ ಕುರೇರ ಮಾತನಾಡಿ ರೈತರಿಗೆ ಹಾಗೂ ಗ್ರಾಹಕರಿಗೆ ಅನುಕೂಲವಾಗುವ ನಿಟ್ಟಿನಲ್ಲಿ ಮಾವು ಪ್ರದರ್ಶನ ಮತ್ತು ಮಾರಾಟ ಮೇಳ ಆಯೋಜಿಸಲಾಗಿದೆ ಎಂದರು. ಮೇಳದಲ್ಲಿ ಬೇನಿಶಾನ್, ಆಲ್ಫೋನ್ಸೋ, ಕೇಸರ, ತೋತಾಪುರಿ, ರಸಪುರಿ, ಮಲ್ಲಿಕಾ ಸೇರಿದಂತೆ ವಿವಿಧ ತಳಿಯ ಮಾವುಗಳು ಮಾರಾಟಕ್ಕೆ ಲಭ್ಯವಿವೆ. ಕಾರ್ಯಕ್ರಮದಲ್ಲಿ ತೋಟಗಾರಿಕೆ ಇಲಾಖೆಯ ಉಪನಿರ್ದೇಶಕ ಸಂತೋಷ ಸಪ್ಪಂಡಿ, ವಿಜ್ಞಾನಿಗಳು, ರೈತರು ಹಾಗೂ ಗ್ರಾಹಕರು ಉಪಸ್ಥಿತರಿದ್ದರು. <box>405 622 688 714</box>
photo-education-event <box>255 881 569 1018</box>
